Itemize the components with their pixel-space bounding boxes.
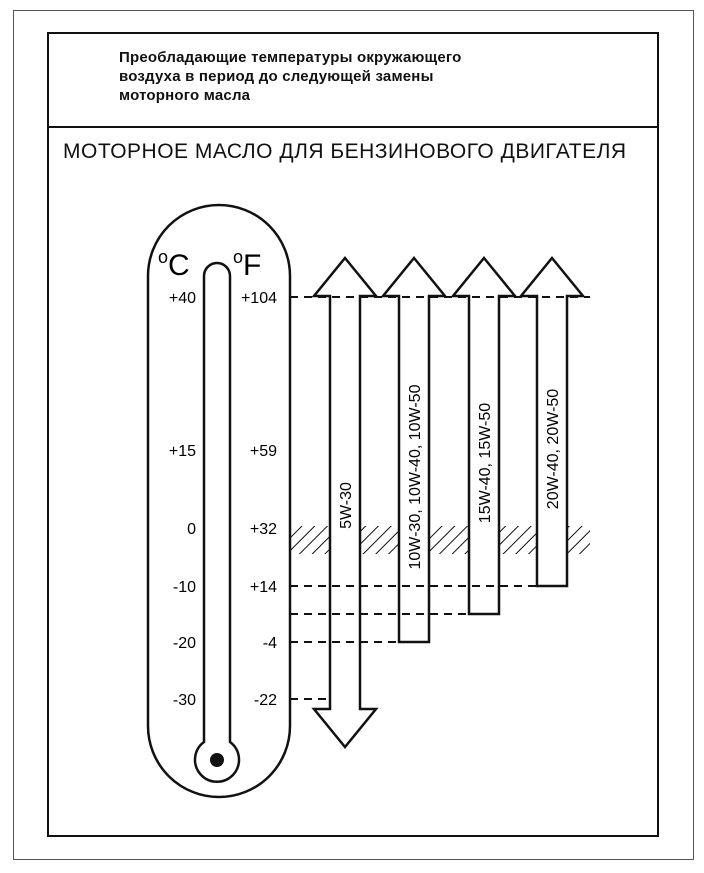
scale-celsius-label: -10 [172,579,196,596]
oil-grade-label: 20W-40, 20W-50 [545,388,562,510]
scale-fahrenheit-label: +32 [249,521,277,538]
header-line-3: моторного масла [119,87,251,104]
scale-fahrenheit-label: +59 [249,443,277,460]
oil-grade-label: 10W-30, 10W-40, 10W-50 [407,384,424,570]
unit-celsius: $^o$C [158,247,190,282]
oil-grade-label: 15W-40, 15W-50 [477,402,494,524]
diagram-title: МОТОРНОЕ МАСЛО ДЛЯ БЕНЗИНОВОГО ДВИГАТЕЛЯ [63,140,627,163]
thermometer-bulb-icon [210,753,224,767]
scale-fahrenheit-label: +104 [240,290,277,307]
scale-celsius-label: +15 [168,443,196,460]
scale-celsius-label: -30 [172,692,196,709]
header-line-1: Преобладающие температуры окружающего [119,49,462,66]
scale-fahrenheit-label: +14 [249,579,277,596]
scale-celsius-label: +40 [168,290,196,307]
scale-celsius-label: 0 [187,521,196,538]
unit-fahrenheit: $^o$F [233,247,262,282]
header-line-2: воздуха в период до следующей замены [119,68,434,85]
scale-celsius-label: -20 [172,635,196,652]
oil-grade-label: 5W-30 [338,482,355,529]
scale-fahrenheit-label: -4 [262,635,277,652]
scale-fahrenheit-label: -22 [253,692,277,709]
